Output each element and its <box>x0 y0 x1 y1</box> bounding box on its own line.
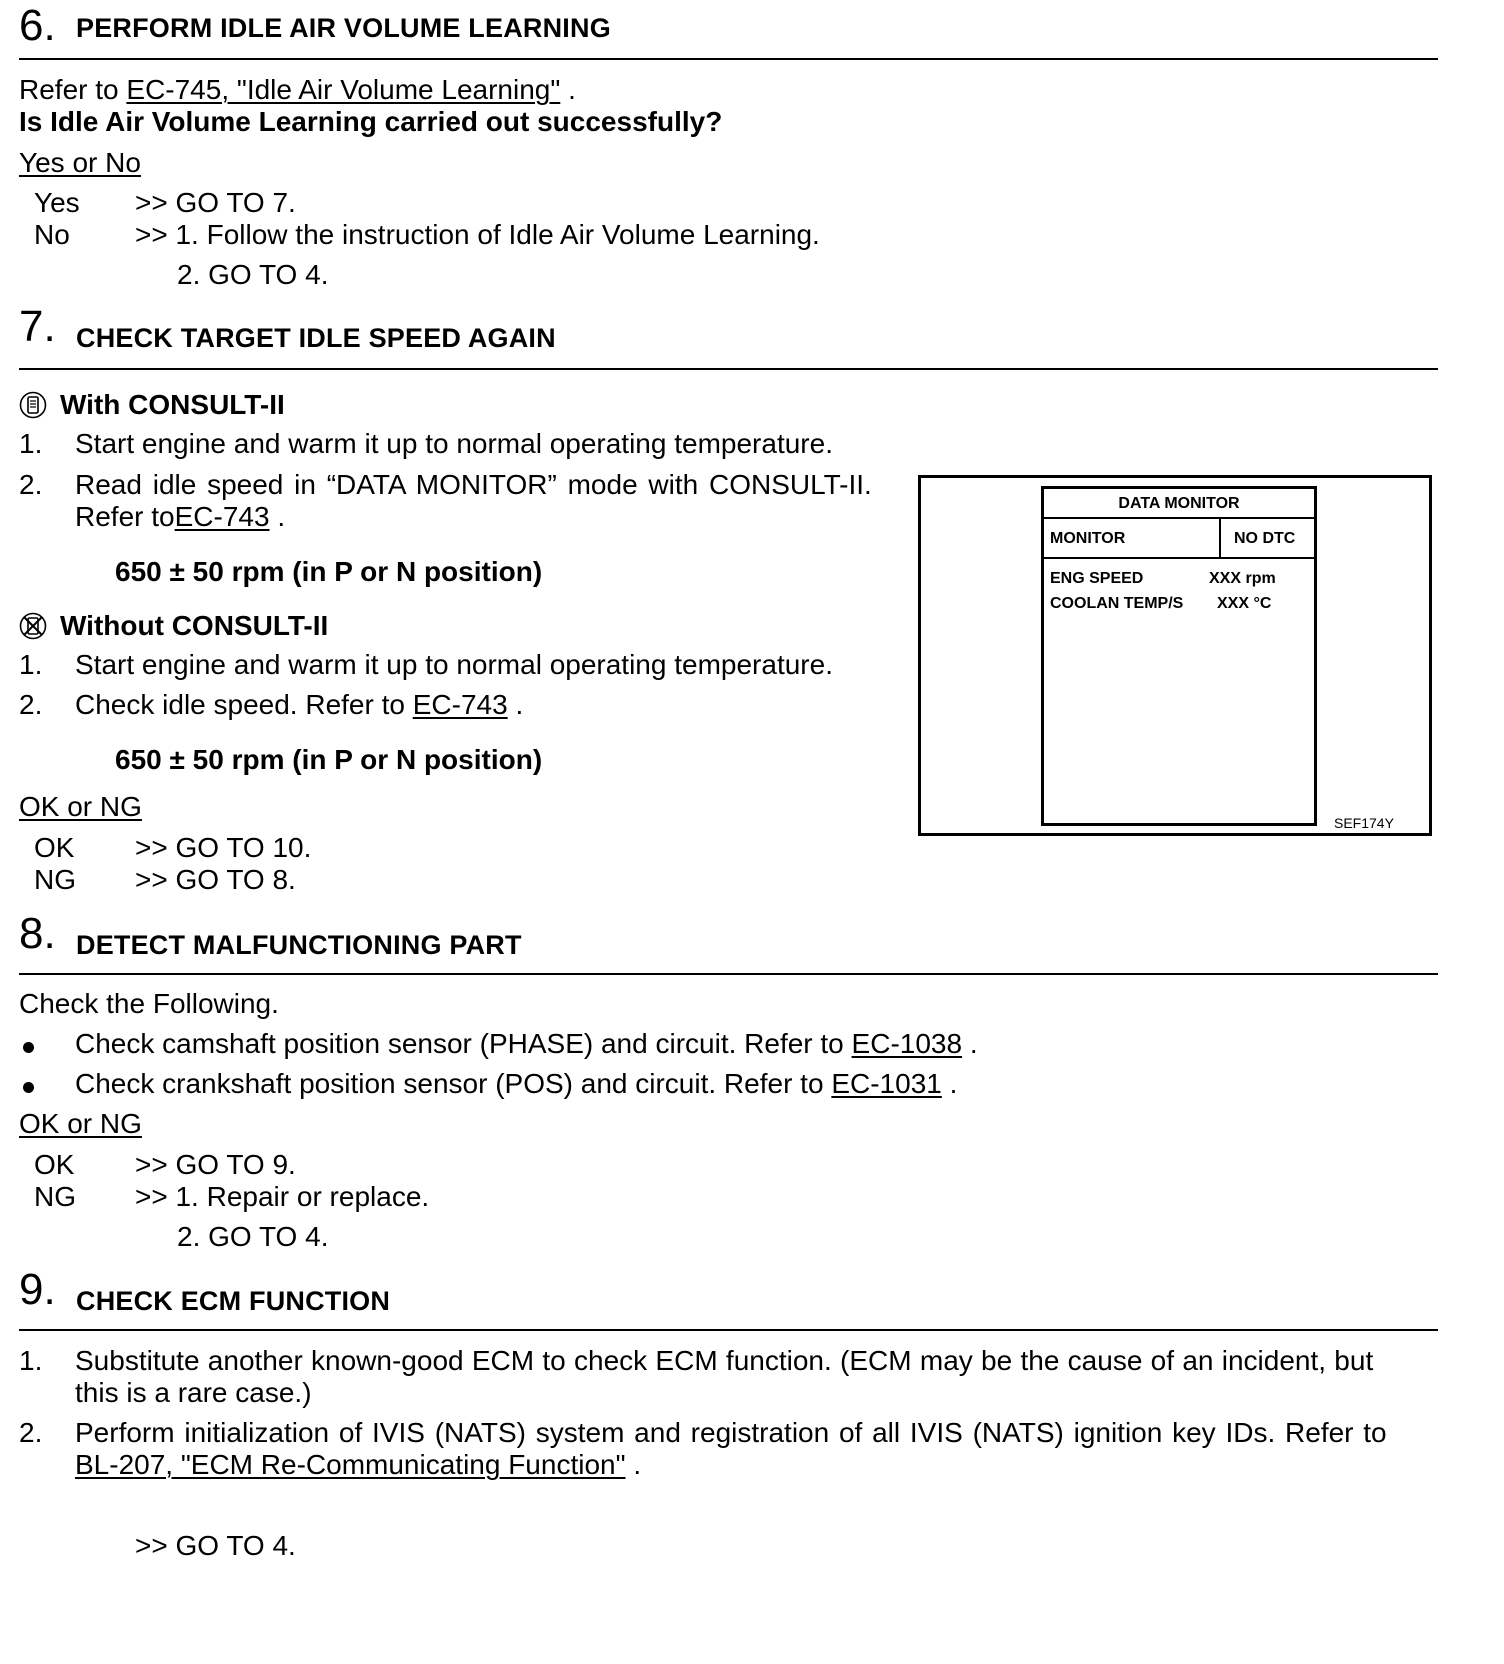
no-dtc-column: NO DTC <box>1234 530 1296 547</box>
coolant-temp-value: XXX °C <box>1217 595 1272 612</box>
step6-yes-label: Yes <box>34 187 80 218</box>
step7-w-item1-num: 1. <box>19 428 43 459</box>
step7-w-item2-num: 2. <box>19 469 43 500</box>
step8-rule <box>19 973 1438 975</box>
with-consult-heading: With CONSULT-II <box>60 389 285 420</box>
step7-spec-1: 650 ± 50 rpm (in P or N position) <box>115 556 543 587</box>
step8-ng-action-1: >> 1. Repair or replace. <box>135 1181 430 1212</box>
step7-wo-item2-suffix: . <box>515 689 524 720</box>
step9-number: 9. <box>19 1265 56 1314</box>
step9-item2-line1: Perform initialization of IVIS (NATS) system and registration of all IVIS (NATS) ignition key IDs. Refer to <box>75 1417 1387 1448</box>
step6-number: 6. <box>19 1 56 50</box>
step7-w-item2-suffix: . <box>277 501 286 532</box>
step6-title: PERFORM IDLE AIR VOLUME LEARNING <box>76 13 611 43</box>
step7-wo-item2-prefix: Check idle speed. Refer to <box>75 689 405 720</box>
header-divider <box>1044 517 1314 519</box>
step7-wo-item2-link[interactable]: EC-743 <box>412 689 508 720</box>
step7-wo-item2 <box>75 689 523 721</box>
step9-item2-link[interactable]: BL-207, "ECM Re-Communicating Function" <box>75 1449 626 1480</box>
column-header-divider <box>1044 557 1314 559</box>
step8-title: DETECT MALFUNCTIONING PART <box>76 930 522 960</box>
monitor-column: MONITOR <box>1050 530 1126 547</box>
step6-choice-label: Yes or No <box>19 147 141 178</box>
step8-choice-label: OK or NG <box>19 1108 142 1139</box>
step7-w-item2-line2 <box>75 501 285 533</box>
step6-yes-action: >> GO TO 7. <box>135 187 296 218</box>
step6-refer-suffix: . <box>568 74 576 105</box>
step9-item1-line2: this is a rare case.) <box>75 1377 312 1408</box>
bullet-icon <box>23 1042 34 1053</box>
step9-rule <box>19 1329 1438 1331</box>
step7-ng-action: >> GO TO 8. <box>135 864 296 895</box>
data-monitor-screen <box>1041 486 1317 826</box>
step7-rule <box>19 368 1438 370</box>
step7-title: CHECK TARGET IDLE SPEED AGAIN <box>76 323 556 353</box>
step8-ng-label: NG <box>34 1181 76 1212</box>
step7-ok-action: >> GO TO 10. <box>135 832 312 863</box>
eng-speed-label: ENG SPEED <box>1050 570 1144 587</box>
step9-item1-line1: Substitute another known-good ECM to check ECM function. (ECM may be the cause of an incident, but <box>75 1345 1374 1376</box>
step7-ng-label: NG <box>34 864 76 895</box>
step9-final-action: >> GO TO 4. <box>135 1530 296 1561</box>
step7-wo-item1: Start engine and warm it up to normal operating temperature. <box>75 649 833 680</box>
step9-item2-num: 2. <box>19 1417 43 1448</box>
step6-rule <box>19 58 1438 60</box>
step7-number: 7. <box>19 302 56 351</box>
step8-b1-link[interactable]: EC-1038 <box>851 1028 963 1059</box>
step7-w-item2-refer: Refer to <box>75 501 175 532</box>
step8-number: 8. <box>19 909 56 958</box>
step9-title: CHECK ECM FUNCTION <box>76 1286 391 1316</box>
step8-ng-action-2: 2. GO TO 4. <box>177 1221 329 1252</box>
step7-ok-label: OK <box>34 832 75 863</box>
step8-b2-link[interactable]: EC-1031 <box>831 1068 942 1099</box>
step7-wo-item1-num: 1. <box>19 649 43 680</box>
step8-intro: Check the Following. <box>19 988 279 1019</box>
step8-bullet-2 <box>75 1068 957 1100</box>
step8-b1-prefix: Check camshaft position sensor (PHASE) and circuit. Refer to <box>75 1028 844 1059</box>
step8-ok-action: >> GO TO 9. <box>135 1149 296 1180</box>
column-divider <box>1219 517 1221 557</box>
without-consult-heading: Without CONSULT-II <box>60 610 329 641</box>
bullet-icon <box>23 1082 34 1093</box>
coolant-temp-label: COOLAN TEMP/S <box>1050 595 1184 612</box>
eng-speed-value: XXX rpm <box>1209 570 1276 587</box>
step6-no-label: No <box>34 219 70 250</box>
step6-refer <box>19 74 576 106</box>
step6-refer-prefix: Refer to <box>19 74 119 105</box>
step7-w-item2-link[interactable]: EC-743 <box>174 501 270 532</box>
step7-w-item2-line1: Read idle speed in “DATA MONITOR” mode with CONSULT-II. <box>75 469 872 500</box>
data-monitor-header: DATA MONITOR <box>1118 495 1240 512</box>
no-consult-icon <box>19 612 47 640</box>
step8-b1-suffix: . <box>969 1028 978 1059</box>
step8-bullet-1 <box>75 1028 978 1060</box>
step8-ok-label: OK <box>34 1149 75 1180</box>
step9-item2-line2 <box>75 1449 641 1481</box>
step9-item2-suffix: . <box>633 1449 642 1480</box>
step9-item1-num: 1. <box>19 1345 43 1376</box>
step6-no-action-1: >> 1. Follow the instruction of Idle Air Volume Learning. <box>135 219 820 250</box>
step8-b2-suffix: . <box>949 1068 958 1099</box>
step6-refer-link[interactable]: EC-745, "Idle Air Volume Learning" <box>126 74 561 105</box>
consult-tester-icon <box>19 391 47 419</box>
figure-code: SEF174Y <box>1334 815 1394 831</box>
step7-choice-label: OK or NG <box>19 791 142 822</box>
step7-w-item1: Start engine and warm it up to normal operating temperature. <box>75 428 833 459</box>
step7-wo-item2-num: 2. <box>19 689 43 720</box>
step6-no-action-2: 2. GO TO 4. <box>177 259 329 290</box>
step6-question: Is Idle Air Volume Learning carried out successfully? <box>19 106 723 137</box>
step8-b2-prefix: Check crankshaft position sensor (POS) and circuit. Refer to <box>75 1068 824 1099</box>
step7-spec-2: 650 ± 50 rpm (in P or N position) <box>115 744 543 775</box>
